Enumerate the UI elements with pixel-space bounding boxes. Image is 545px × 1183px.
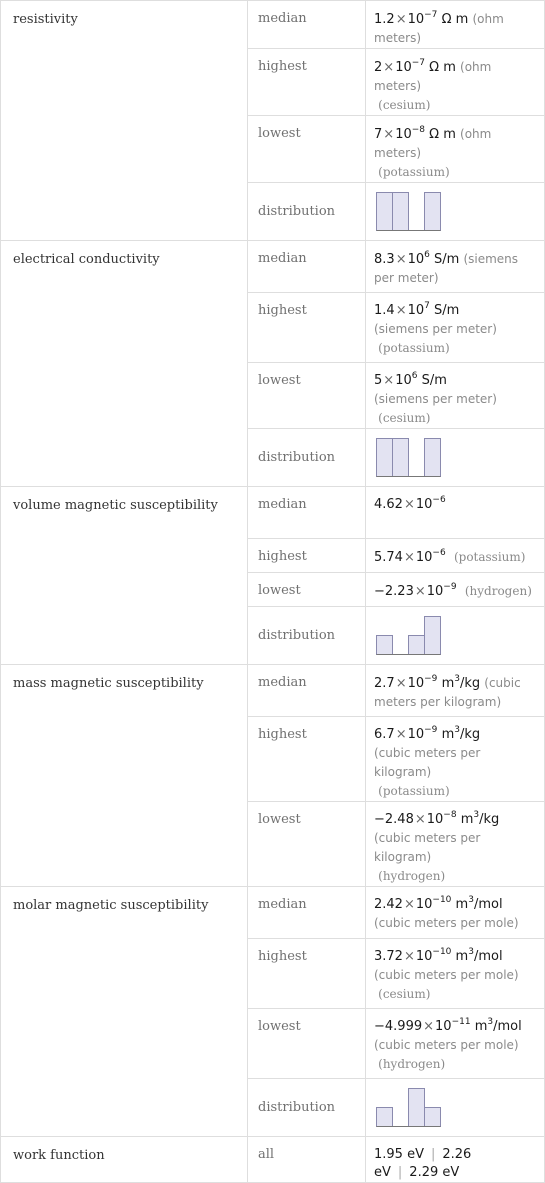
- value-resistivity-median: $1.2\times 10^{-7}$ Ω m (ohm meters): [366, 1, 545, 49]
- histogram-bar: [409, 1088, 425, 1126]
- value-conductivity-highest: $1.4\times 10^7$ S/m (siemens per meter) (potassium): [366, 293, 545, 363]
- distribution-histogram: [374, 1086, 454, 1130]
- property-mass-magnetic-susceptibility: mass magnetic susceptibility: [1, 665, 248, 887]
- distribution-histogram: [374, 190, 454, 234]
- value-resistivity-lowest: $7\times 10^{-8}$ Ω m (ohm meters) (potassium): [366, 116, 545, 183]
- stat-label: all: [248, 1137, 366, 1183]
- stat-label: median: [248, 665, 366, 717]
- histogram-bar: [377, 192, 393, 230]
- value-molar-lowest: $-4.999\times 10^{-11}$ $m^3$/mol (cubic meters per mole) (hydrogen): [366, 1009, 545, 1079]
- histogram-bar: [377, 438, 393, 476]
- property-electrical-conductivity: electrical conductivity: [1, 241, 248, 487]
- histogram-bar: [377, 635, 393, 654]
- stat-label: distribution: [248, 607, 366, 665]
- property-resistivity: resistivity: [1, 1, 248, 241]
- stat-label: lowest: [248, 802, 366, 887]
- stat-label: highest: [248, 49, 366, 116]
- stat-label: median: [248, 887, 366, 939]
- value-molar-highest: $3.72\times 10^{-10}$ $m^3$/mol (cubic meters per mole) (cesium): [366, 939, 545, 1009]
- histogram-bar: [425, 438, 441, 476]
- value-volume-highest: $5.74\times 10^{-6}$ (potassium): [366, 539, 545, 573]
- stat-label: highest: [248, 717, 366, 802]
- value-mass-lowest: $-2.48\times 10^{-8}$ $m^3/kg$ (cubic meters per kilogram) (hydrogen): [366, 802, 545, 887]
- stat-label: highest: [248, 293, 366, 363]
- distribution-histogram: [374, 614, 454, 658]
- stat-label: lowest: [248, 116, 366, 183]
- value-resistivity-highest: $2\times 10^{-7}$ Ω m (ohm meters) (cesium): [366, 49, 545, 116]
- stat-label: median: [248, 241, 366, 293]
- work-value: 2.26 eV: [374, 1147, 472, 1180]
- value-volume-lowest: $-2.23\times 10^{-9}$ (hydrogen): [366, 573, 545, 607]
- property-molar-magnetic-susceptibility: molar magnetic susceptibility: [1, 887, 248, 1137]
- value-volume-median: $4.62\times 10^{-6}$: [366, 487, 545, 539]
- stat-label: lowest: [248, 363, 366, 429]
- stat-label: lowest: [248, 1009, 366, 1079]
- value-molar-median: $2.42\times 10^{-10}$ $m^3$/mol (cubic meters per mole): [366, 887, 545, 939]
- histogram-bar: [409, 635, 425, 654]
- work-value: 1.95 eV: [374, 1147, 424, 1162]
- histogram-bar: [425, 616, 441, 654]
- distribution-histogram: [374, 436, 454, 480]
- stat-label: median: [248, 1, 366, 49]
- value-mass-highest: $6.7\times 10^{-9}$ $m^3/kg$ (cubic meters per kilogram) (potassium): [366, 717, 545, 802]
- value-work-function-all: 1.95 eV | 2.26 eV | 2.29 eV: [366, 1137, 545, 1183]
- property-volume-magnetic-susceptibility: volume magnetic susceptibility: [1, 487, 248, 665]
- value-conductivity-median: $8.3\times 10^6$ S/m (siemens per meter): [366, 241, 545, 293]
- value-conductivity-lowest: $5\times 10^6$ S/m (siemens per meter) (cesium): [366, 363, 545, 429]
- histogram-bar: [393, 438, 409, 476]
- stat-label: distribution: [248, 1079, 366, 1137]
- histogram-bar: [425, 1107, 441, 1126]
- property-work-function: work function: [1, 1137, 248, 1183]
- stat-label: distribution: [248, 183, 366, 241]
- histogram-bar: [377, 1107, 393, 1126]
- value-mass-median: $2.7\times 10^{-9}$ $m^3/kg$ (cubic meters per kilogram): [366, 665, 545, 717]
- histogram-bar: [425, 192, 441, 230]
- stat-label: highest: [248, 539, 366, 573]
- histogram-bar: [393, 192, 409, 230]
- work-value: 2.29 eV: [409, 1165, 460, 1180]
- stat-label: median: [248, 487, 366, 539]
- stat-label: lowest: [248, 573, 366, 607]
- stat-label: distribution: [248, 429, 366, 487]
- stat-label: highest: [248, 939, 366, 1009]
